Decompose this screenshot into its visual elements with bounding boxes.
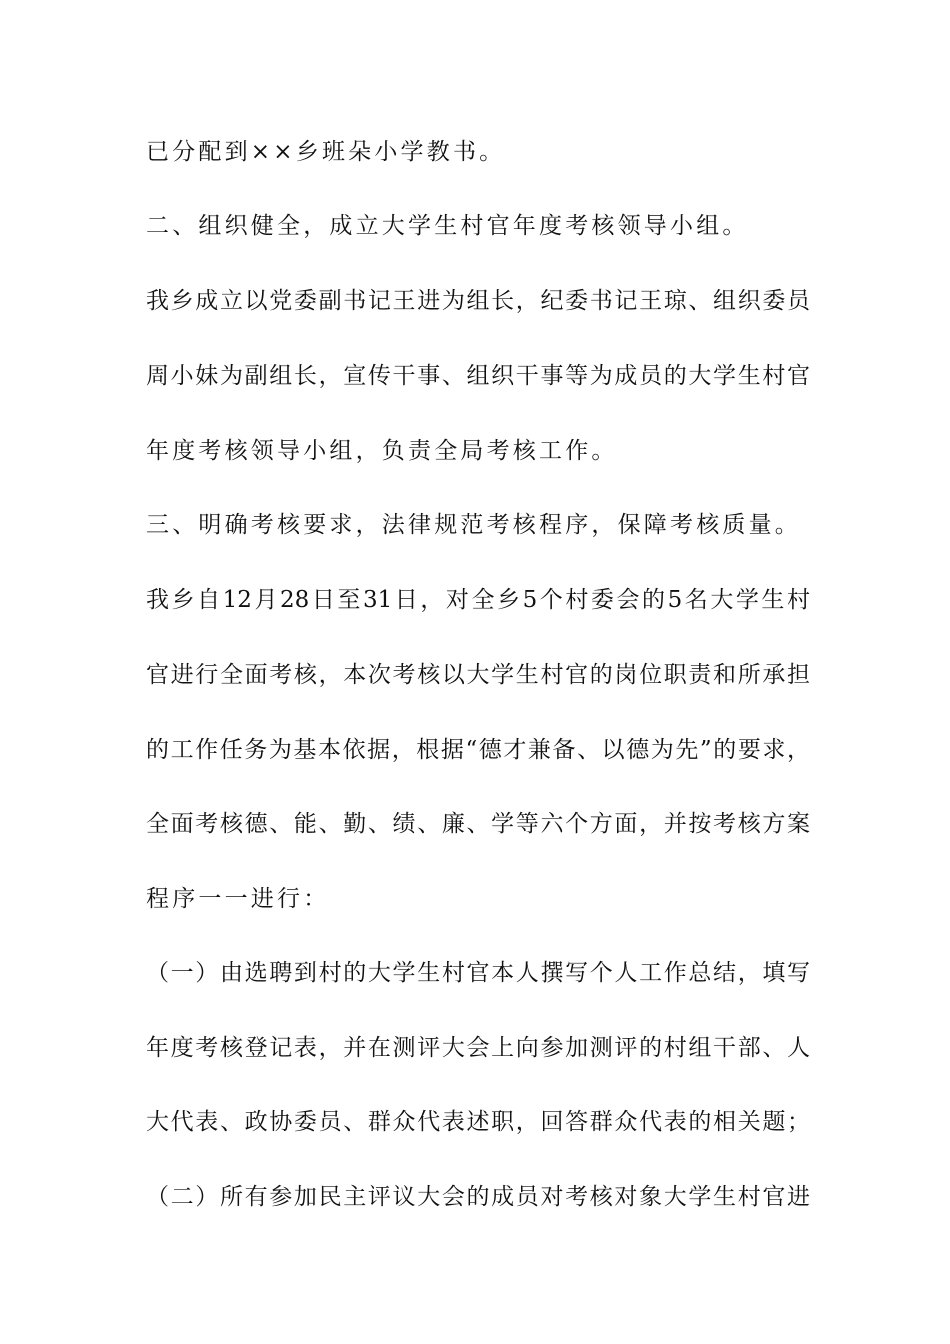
text-line-5: 年度考核领导小组，负责全局考核工作。: [146, 438, 618, 464]
text-line-11: 程序一一进行：: [146, 886, 330, 912]
text-line-9: 的工作任务为基本依据，根据“德才兼备、以德为先”的要求，: [146, 737, 810, 763]
text-line-13: 年度考核登记表，并在测评大会上向参加测评的村组干部、人: [146, 1035, 810, 1061]
text-line-12: （一）由选聘到村的大学生村官本人撰写个人工作总结，填写: [146, 960, 810, 986]
text-line-1: 已分配到××乡班朵小学教书。: [146, 139, 506, 165]
section-heading-3: 三、明确考核要求，法律规范考核程序，保障考核质量。: [146, 512, 801, 538]
section-heading-2: 二、组织健全，成立大学生村官年度考核领导小组。: [146, 213, 749, 239]
text-line-15: （二）所有参加民主评议大会的成员对考核对象大学生村官进: [146, 1184, 810, 1210]
text-line-7: 我乡自12月28日至31日，对全乡5个村委会的5名大学生村: [146, 587, 810, 613]
text-line-8: 官进行全面考核，本次考核以大学生村官的岗位职责和所承担: [146, 662, 810, 688]
text-line-10: 全面考核德、能、勤、绩、廉、学等六个方面，并按考核方案: [146, 811, 810, 837]
text-line-4: 周小妹为副组长，宣传干事、组织干事等为成员的大学生村官: [146, 363, 810, 389]
text-line-3: 我乡成立以党委副书记王进为组长，纪委书记王琼、组织委员: [146, 288, 810, 314]
text-line-14: 大代表、政协委员、群众代表述职，回答群众代表的相关题；: [146, 1109, 810, 1135]
